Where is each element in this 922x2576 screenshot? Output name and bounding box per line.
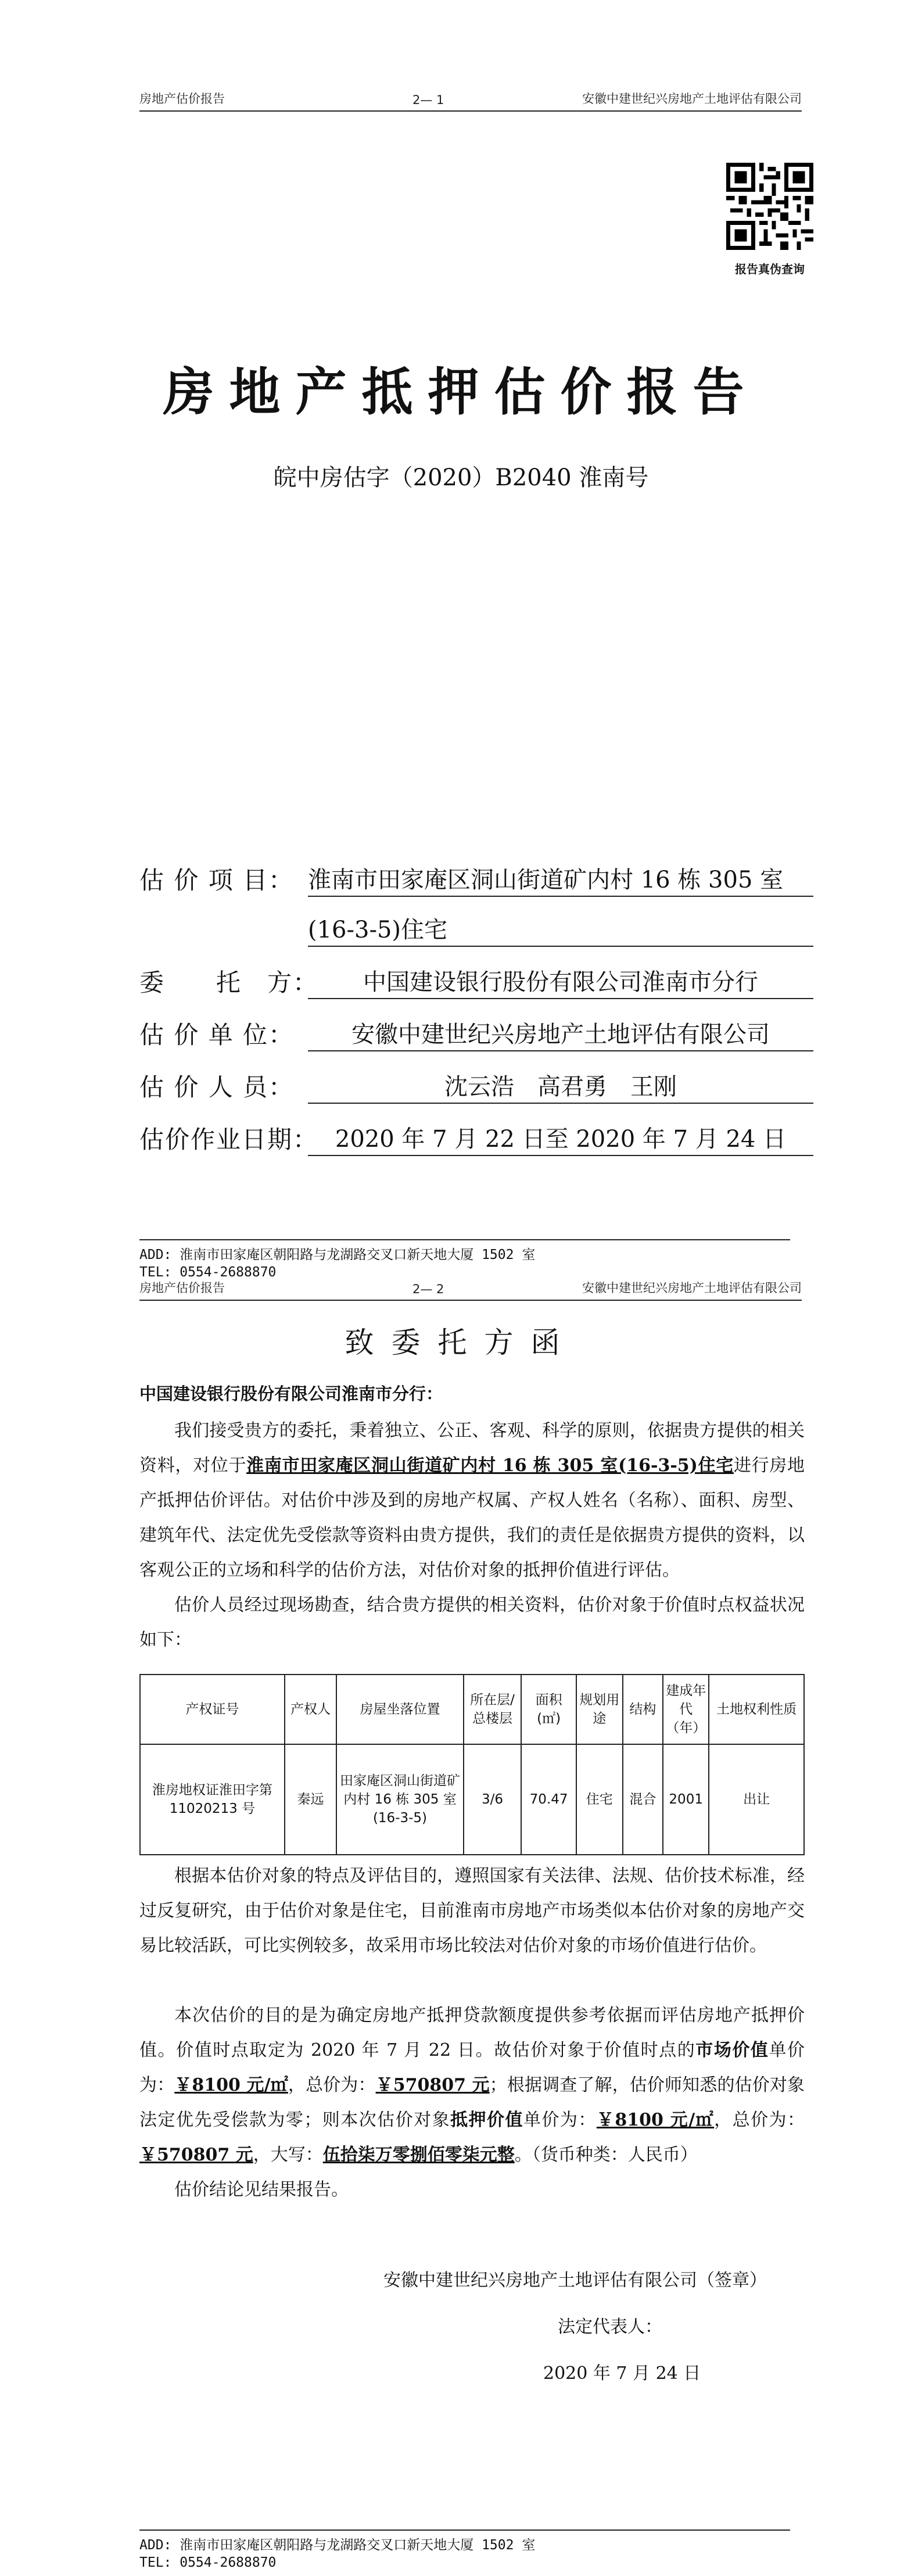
header-left: 房地产估价报告 bbox=[139, 92, 225, 106]
work-date-value: 2020 年 7 月 22 日至 2020 年 7 月 24 日 bbox=[308, 1121, 813, 1156]
appraiser-unit-value: 安徽中建世纪兴房地产土地评估有限公司 bbox=[308, 1016, 813, 1051]
paragraph-4-text: 本次估价的目的是为确定房地产抵押贷款额度提供参考依据而评估房地产抵押价值。价值时点取定为 2020 年 7 月 22 日。故估价对象于价值时点的 bbox=[139, 2005, 805, 2060]
market-value-label: 市场价值 bbox=[695, 2040, 769, 2060]
table-cell: 70.47 bbox=[521, 1744, 576, 1855]
table-header-row bbox=[140, 1675, 804, 1744]
paragraph-3 bbox=[139, 1859, 805, 1963]
paragraph-3-text: 根据本估价对象的特点及评估目的，遵照国家有关法律、法规、估价技术标准，经过反复研究，由于估价对象是住宅，目前淮南市房地产市场类似本估价对象的房地产交易比较活跃，可比实例较多，故采用市场比较法对估价对象的市场价值进行估价。 bbox=[139, 1866, 805, 1956]
paragraph-4-text: 单价为： bbox=[139, 2040, 805, 2095]
paragraph-5-text: 估价结论见结果报告。 bbox=[174, 2180, 349, 2200]
work-date-label: 估价作业日期： bbox=[139, 1125, 319, 1154]
table-cell: 住宅 bbox=[576, 1744, 623, 1855]
header-left: 房地产估价报告 bbox=[139, 1281, 225, 1295]
market-unit-price: ￥8100 元/㎡ bbox=[174, 2075, 288, 2095]
column-header: 面积(㎡) bbox=[521, 1675, 576, 1744]
appraisers-value: 沈云浩 高君勇 王刚 bbox=[308, 1068, 813, 1104]
table-cell: 出让 bbox=[709, 1744, 804, 1855]
client-label: 委 托 方： bbox=[139, 968, 319, 997]
footer-address: ADD: 淮南市田家庵区朝阳路与龙湖路交叉口新天地大厦 1502 室 bbox=[139, 2538, 536, 2553]
mortgage-value-label: 抵押价值 bbox=[450, 2110, 523, 2130]
header-right: 安徽中建世纪兴房地产土地评估有限公司 bbox=[582, 92, 802, 106]
project-value-line2: (16-3-5)住宅 bbox=[308, 911, 813, 947]
mortgage-unit-price: ￥8100 元/㎡ bbox=[596, 2110, 715, 2130]
paragraph-4-text: ；根据调查了解，估价师知悉的估价对象法定优先受偿款为零；则本次估价对象 bbox=[139, 2075, 805, 2130]
column-header: 产权证号 bbox=[140, 1675, 285, 1744]
column-header: 所在层/总楼层 bbox=[464, 1675, 521, 1744]
column-header: 建成年代（年） bbox=[663, 1675, 709, 1744]
paragraph-1-text-rest: 进行房地产抵押估价评估。对估价中涉及到的房地产权属、产权人姓名（名称）、面积、房型、建筑年代、法定优先受偿款等资料由贵方提供，我们的责任是依据贵方提供的资料，以客观公正的立场和科学的估价方法，对估价对象的抵押价值进行评估。 bbox=[139, 1455, 805, 1580]
column-header: 土地权利性质 bbox=[709, 1675, 804, 1744]
footer-tel: TEL: 0554-2688870 bbox=[139, 2555, 277, 2570]
property-rights-table bbox=[139, 1674, 805, 1855]
project-label: 估 价 项 目： bbox=[139, 866, 295, 895]
page-header bbox=[139, 1276, 802, 1301]
footer-address: ADD: 淮南市田家庵区朝阳路与龙湖路交叉口新天地大厦 1502 室 bbox=[139, 1247, 536, 1262]
footer-tel: TEL: 0554-2688870 bbox=[139, 1265, 277, 1280]
qr-caption: 报告真伪查询 bbox=[735, 262, 805, 276]
letter-title: 致委托方函 bbox=[345, 1326, 577, 1359]
column-header: 房屋坐落位置 bbox=[336, 1675, 463, 1744]
table-cell: 2001 bbox=[663, 1744, 709, 1855]
table-cell: 混合 bbox=[623, 1744, 663, 1855]
table-cell: 淮房地权证淮田字第 11020213 号 bbox=[140, 1744, 285, 1855]
paragraph-2 bbox=[139, 1588, 805, 1658]
paragraph-4-text: ，总价为： bbox=[714, 2110, 805, 2130]
legal-representative: 法定代表人： bbox=[558, 2317, 662, 2337]
header-page-number: 2— 1 bbox=[412, 93, 444, 107]
paragraph-5 bbox=[139, 2173, 805, 2208]
signing-company: 安徽中建世纪兴房地产土地评估有限公司（签章） bbox=[383, 2270, 767, 2291]
column-header: 规划用途 bbox=[576, 1675, 623, 1744]
appraiser-unit-label: 估 价 单 位： bbox=[139, 1021, 295, 1049]
currency-note: 。（货币种类：人民币） bbox=[514, 2145, 698, 2165]
paragraph-4-text: ，总价为： bbox=[288, 2075, 376, 2095]
paragraph-1-text: 我们接受贵方的委托，秉着独立、公正、客观、科学的原则，依据贵方提供的相关资料，对位于 bbox=[139, 1421, 805, 1476]
table-row bbox=[140, 1744, 804, 1855]
report-reference-number: 皖中房估字（2020）B2040 淮南号 bbox=[273, 464, 649, 491]
paragraph-1 bbox=[139, 1414, 805, 1588]
paragraph-2-text: 估价人员经过现场勘查，结合贵方提供的相关资料，估价对象于价值时点权益状况如下： bbox=[139, 1595, 805, 1650]
header-page-number: 2— 2 bbox=[412, 1282, 444, 1296]
paragraph-4-text: ，大写： bbox=[253, 2145, 323, 2165]
header-right: 安徽中建世纪兴房地产土地评估有限公司 bbox=[582, 1281, 802, 1295]
total-price-in-words: 伍拾柒万零捌佰零柒元整 bbox=[322, 2145, 515, 2165]
table-cell: 田家庵区洞山街道矿内村 16 栋 305 室(16-3-5) bbox=[336, 1744, 463, 1855]
property-address: 淮南市田家庵区洞山街道矿内村 16 栋 305 室(16-3-5)住宅 bbox=[246, 1455, 734, 1476]
paragraph-4 bbox=[139, 1998, 805, 2173]
mortgage-total-price: ￥570807 元 bbox=[139, 2145, 253, 2165]
project-value: 淮南市田家庵区洞山街道矿内村 16 栋 305 室 bbox=[308, 861, 813, 897]
report-title: 房地产抵押估价报告 bbox=[163, 362, 759, 422]
table-cell: 3/6 bbox=[464, 1744, 521, 1855]
column-header: 结构 bbox=[623, 1675, 663, 1744]
market-total-price: ￥570807 元 bbox=[375, 2075, 490, 2095]
client-value: 中国建设银行股份有限公司淮南市分行 bbox=[308, 964, 813, 999]
column-header: 产权人 bbox=[285, 1675, 336, 1744]
letter-addressee: 中国建设银行股份有限公司淮南市分行： bbox=[139, 1384, 443, 1404]
letter-date: 2020 年 7 月 24 日 bbox=[543, 2363, 701, 2384]
footer-divider bbox=[139, 2530, 790, 2531]
appraisers-label: 估 价 人 员： bbox=[139, 1073, 295, 1101]
table-cell: 秦远 bbox=[285, 1744, 336, 1855]
paragraph-4-text: 单价为： bbox=[523, 2110, 597, 2130]
